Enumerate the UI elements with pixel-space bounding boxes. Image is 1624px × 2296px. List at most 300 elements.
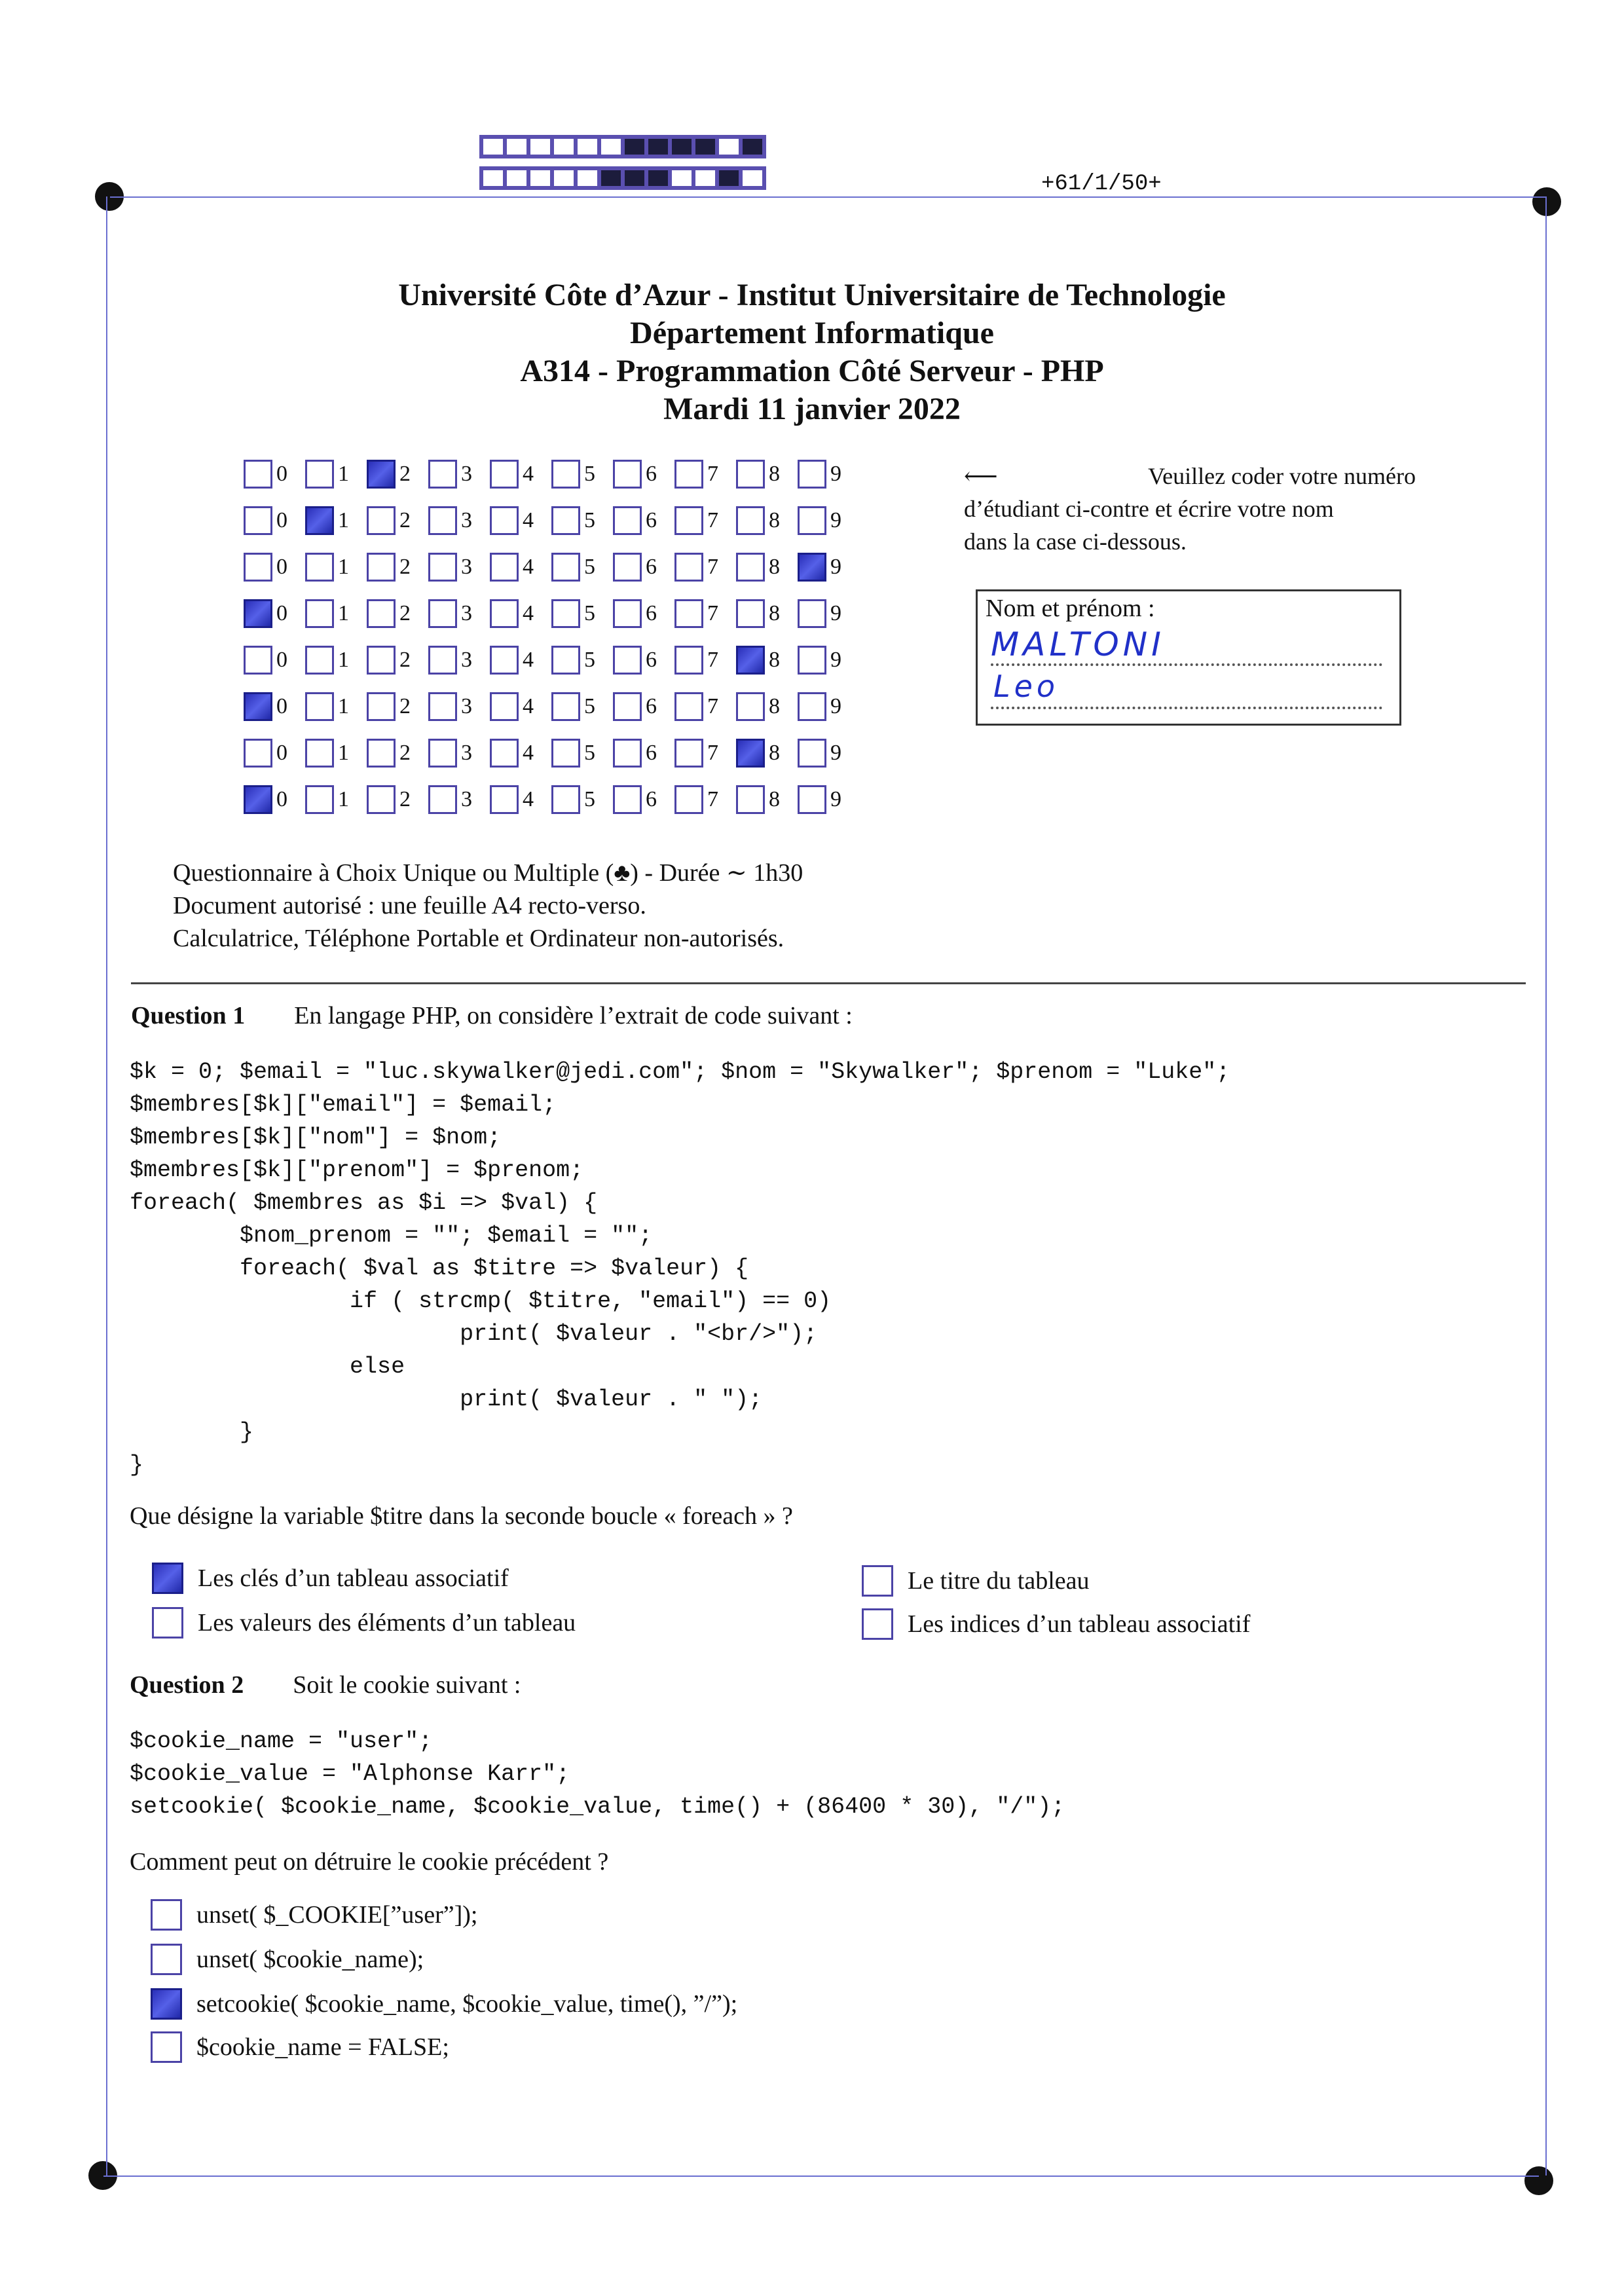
id-digit-label: 3: [461, 694, 472, 718]
id-digit-checkbox[interactable]: [367, 553, 396, 582]
id-digit-label: 9: [830, 462, 841, 486]
id-digit-checkbox[interactable]: [428, 646, 457, 675]
id-digit-label: 0: [276, 462, 287, 486]
id-digit-checkbox[interactable]: [428, 739, 457, 768]
id-digit-checkbox[interactable]: [244, 553, 272, 582]
header-date: Mardi 11 janvier 2022: [663, 392, 961, 426]
id-digit-cell[interactable]: [244, 785, 305, 814]
q2-option-1-checkbox[interactable]: [151, 1899, 182, 1931]
id-digit-label: 6: [646, 648, 657, 672]
id-digit-label: 1: [338, 787, 349, 811]
id-digit-checkbox[interactable]: [798, 506, 826, 535]
id-digit-checkbox[interactable]: [305, 692, 334, 721]
q2-option-2-label: unset( $cookie_name);: [196, 1946, 424, 1973]
id-digit-checkbox[interactable]: [613, 460, 642, 489]
id-digit-checkbox[interactable]: [428, 785, 457, 814]
id-digit-cell[interactable]: [490, 460, 551, 489]
id-digit-label: 5: [584, 787, 595, 811]
id-digit-checkbox[interactable]: [798, 553, 826, 582]
id-digit-cell[interactable]: [798, 785, 859, 814]
id-digit-checkbox[interactable]: [490, 553, 519, 582]
id-digit-label: 8: [769, 462, 780, 486]
id-digit-cell[interactable]: [798, 553, 859, 582]
id-digit-label: 8: [769, 741, 780, 765]
id-digit-cell[interactable]: [551, 599, 613, 628]
id-digit-cell[interactable]: [674, 739, 736, 768]
id-digit-checkbox[interactable]: [367, 460, 396, 489]
id-digit-cell[interactable]: [736, 553, 798, 582]
q1-option-2-checkbox[interactable]: [862, 1565, 893, 1597]
id-digit-checkbox[interactable]: [736, 739, 765, 768]
id-digit-label: 3: [461, 555, 472, 579]
id-digit-checkbox[interactable]: [674, 553, 703, 582]
id-digit-cell[interactable]: [244, 599, 305, 628]
id-digit-cell[interactable]: [367, 553, 428, 582]
id-digit-label: 5: [584, 508, 595, 532]
id-digit-checkbox[interactable]: [551, 553, 580, 582]
id-digit-checkbox[interactable]: [490, 692, 519, 721]
id-digit-label: 7: [707, 462, 718, 486]
id-digit-cell[interactable]: [798, 506, 859, 535]
id-digit-cell[interactable]: [367, 460, 428, 489]
id-digit-cell[interactable]: [428, 506, 490, 535]
q1-option-1-label: Les clés d’un tableau associatif: [198, 1565, 509, 1592]
barcode-cell: [693, 137, 717, 157]
frame-bottom-line: [103, 2176, 1539, 2177]
id-digit-cell[interactable]: [736, 599, 798, 628]
header-institution: Université Côte d’Azur - Institut Universitaire de Technologie: [398, 278, 1226, 312]
id-digit-checkbox[interactable]: [798, 460, 826, 489]
id-digit-checkbox[interactable]: [305, 739, 334, 768]
q1-option-4[interactable]: [862, 1608, 1250, 1640]
id-digit-checkbox[interactable]: [305, 785, 334, 814]
id-digit-cell[interactable]: [428, 785, 490, 814]
id-digit-label: 6: [646, 508, 657, 532]
id-digit-cell[interactable]: [367, 692, 428, 721]
id-digit-label: 3: [461, 508, 472, 532]
id-digit-label: 1: [338, 648, 349, 672]
id-digit-label: 4: [523, 508, 534, 532]
id-digit-checkbox[interactable]: [798, 646, 826, 675]
id-digit-checkbox[interactable]: [244, 460, 272, 489]
id-digit-label: 6: [646, 462, 657, 486]
id-digit-label: 4: [523, 648, 534, 672]
barcode-cell: [528, 168, 552, 188]
id-digit-label: 1: [338, 555, 349, 579]
id-digit-label: 1: [338, 601, 349, 625]
id-digit-cell[interactable]: [551, 646, 613, 675]
barcode-cell: [528, 137, 552, 157]
name-box-label: Nom et prénom :: [986, 595, 1155, 622]
id-digit-label: 9: [830, 648, 841, 672]
question-2-header: [130, 1669, 521, 1701]
id-digit-label: 8: [769, 601, 780, 625]
barcode-cell: [552, 168, 576, 188]
barcode-cell: [576, 137, 599, 157]
id-digit-checkbox[interactable]: [244, 646, 272, 675]
q2-option-4[interactable]: [151, 2031, 449, 2063]
id-digit-checkbox[interactable]: [551, 739, 580, 768]
id-digit-cell[interactable]: [613, 739, 674, 768]
barcode-cell: [717, 168, 741, 188]
id-digit-label: 4: [523, 741, 534, 765]
id-digit-label: 7: [707, 694, 718, 718]
id-digit-label: 0: [276, 508, 287, 532]
id-digit-cell[interactable]: [551, 739, 613, 768]
id-digit-label: 9: [830, 601, 841, 625]
id-digit-cell[interactable]: [244, 692, 305, 721]
id-digit-label: 7: [707, 741, 718, 765]
id-digit-cell[interactable]: [551, 785, 613, 814]
id-digit-cell[interactable]: [244, 553, 305, 582]
barcode-cell: [741, 137, 764, 157]
id-digit-checkbox[interactable]: [305, 553, 334, 582]
barcode-cell: [646, 137, 670, 157]
question-1-code: $k = 0; $email = "luc.skywalker@jedi.com"; $nom = "Skywalker"; $prenom = "Luke"; $membres[$k]["email"] = $email; $membres[$k]["nom"] = $nom; $membres[$k]["prenom"] = $prenom; foreach( $membres as $i => $val) { $nom_prenom = ""; $email = ""; foreach( $val as $titre => $valeur) { if ( strcmp( $titre, "email") == 0) print( $valeur . "<br/>"); else print( $valeur . " "); } }: [130, 1059, 1230, 1478]
barcode-cell: [552, 137, 576, 157]
barcode-cell: [481, 137, 505, 157]
id-digit-label: 2: [399, 741, 411, 765]
q2-option-1[interactable]: [151, 1899, 477, 1931]
id-digit-checkbox[interactable]: [367, 739, 396, 768]
id-digit-checkbox[interactable]: [798, 739, 826, 768]
id-digit-checkbox[interactable]: [490, 460, 519, 489]
id-digit-label: 5: [584, 601, 595, 625]
id-digit-cell[interactable]: [305, 599, 367, 628]
id-digit-checkbox[interactable]: [244, 506, 272, 535]
id-digit-checkbox[interactable]: [613, 599, 642, 628]
id-digit-checkbox[interactable]: [428, 460, 457, 489]
id-digit-cell[interactable]: [490, 692, 551, 721]
id-grid-row: [244, 690, 859, 724]
q1-option-3-label: Les valeurs des éléments d’un tableau: [198, 1609, 576, 1637]
id-digit-cell[interactable]: [798, 739, 859, 768]
id-digit-label: 5: [584, 741, 595, 765]
id-digit-checkbox[interactable]: [367, 599, 396, 628]
id-digit-cell[interactable]: [367, 785, 428, 814]
id-digit-checkbox[interactable]: [367, 785, 396, 814]
id-digit-cell[interactable]: [674, 785, 736, 814]
id-digit-label: 2: [399, 648, 411, 672]
id-digit-cell[interactable]: [613, 553, 674, 582]
barcode-cell: [505, 137, 528, 157]
id-digit-label: 7: [707, 648, 718, 672]
id-digit-checkbox[interactable]: [674, 506, 703, 535]
id-digit-label: 2: [399, 508, 411, 532]
id-digit-cell[interactable]: [551, 506, 613, 535]
id-digit-label: 3: [461, 601, 472, 625]
id-digit-checkbox[interactable]: [613, 646, 642, 675]
id-digit-cell[interactable]: [674, 460, 736, 489]
id-digit-checkbox[interactable]: [244, 739, 272, 768]
id-digit-cell[interactable]: [244, 506, 305, 535]
id-digit-cell[interactable]: [428, 692, 490, 721]
id-digit-cell[interactable]: [674, 599, 736, 628]
q2-option-1-label: unset( $_COOKIE[”user”]);: [196, 1901, 478, 1929]
section-separator: [131, 982, 1526, 984]
id-digit-cell[interactable]: [428, 646, 490, 675]
id-digit-checkbox[interactable]: [305, 506, 334, 535]
id-digit-checkbox[interactable]: [367, 692, 396, 721]
id-digit-checkbox[interactable]: [428, 692, 457, 721]
question-2-prompt: Comment peut on détruire le cookie précédent ?: [130, 1848, 609, 1876]
id-digit-checkbox[interactable]: [244, 692, 272, 721]
q2-option-3-checkbox[interactable]: [151, 1988, 182, 2020]
barcode-top: [479, 135, 766, 158]
id-digit-label: 7: [707, 508, 718, 532]
id-instructions: [964, 460, 1416, 558]
q2-option-2[interactable]: [151, 1944, 424, 1975]
id-digit-label: 7: [707, 601, 718, 625]
id-digit-label: 9: [830, 694, 841, 718]
id-digit-checkbox[interactable]: [428, 599, 457, 628]
id-digit-cell[interactable]: [674, 692, 736, 721]
id-digit-cell[interactable]: [490, 785, 551, 814]
barcode-cell: [693, 168, 717, 188]
id-digit-checkbox[interactable]: [551, 506, 580, 535]
id-digit-cell[interactable]: [490, 506, 551, 535]
id-digit-checkbox[interactable]: [551, 599, 580, 628]
id-digit-checkbox[interactable]: [736, 692, 765, 721]
id-digit-cell[interactable]: [305, 692, 367, 721]
id-digit-cell[interactable]: [798, 599, 859, 628]
header-department: Département Informatique: [630, 316, 994, 350]
id-digit-checkbox[interactable]: [736, 460, 765, 489]
id-digit-checkbox[interactable]: [305, 460, 334, 489]
id-grid-row: [244, 457, 859, 491]
id-digit-cell[interactable]: [367, 739, 428, 768]
id-digit-cell[interactable]: [798, 646, 859, 675]
id-digit-cell[interactable]: [305, 460, 367, 489]
id-digit-cell[interactable]: [674, 506, 736, 535]
barcode-cell: [576, 168, 599, 188]
question-2-code: $cookie_name = "user"; $cookie_value = "Alphonse Karr"; setcookie( $cookie_name, $cookie_value, time() + (86400 * 30), "/");: [130, 1728, 1065, 1820]
id-digit-checkbox[interactable]: [244, 785, 272, 814]
id-grid-row: [244, 783, 859, 817]
id-digit-checkbox[interactable]: [798, 599, 826, 628]
id-digit-cell[interactable]: [551, 692, 613, 721]
id-digit-checkbox[interactable]: [674, 460, 703, 489]
id-digit-checkbox[interactable]: [490, 646, 519, 675]
question-1-header: [131, 999, 853, 1032]
id-digit-checkbox[interactable]: [613, 506, 642, 535]
id-grid-row: [244, 597, 859, 631]
q1-option-1[interactable]: [152, 1563, 509, 1594]
page-code: +61/1/50+: [1041, 172, 1162, 196]
id-digit-label: 3: [461, 741, 472, 765]
barcode-cell: [599, 137, 623, 157]
id-digit-cell[interactable]: [798, 692, 859, 721]
id-digit-label: 1: [338, 508, 349, 532]
exam-info-line-2: Document autorisé : une feuille A4 recto-verso.: [173, 892, 646, 919]
id-digit-label: 8: [769, 694, 780, 718]
id-digit-cell[interactable]: [428, 599, 490, 628]
id-digit-checkbox[interactable]: [736, 553, 765, 582]
firstname-dotted-line: [991, 707, 1382, 709]
id-digit-cell[interactable]: [305, 739, 367, 768]
id-digit-checkbox[interactable]: [305, 599, 334, 628]
id-digit-checkbox[interactable]: [736, 785, 765, 814]
id-digit-checkbox[interactable]: [490, 506, 519, 535]
id-digit-cell[interactable]: [244, 460, 305, 489]
id-digit-checkbox[interactable]: [551, 646, 580, 675]
id-digit-checkbox[interactable]: [613, 785, 642, 814]
instructions-line-3: dans la case ci-dessous.: [964, 528, 1187, 555]
id-digit-cell[interactable]: [490, 739, 551, 768]
q1-option-4-checkbox[interactable]: [862, 1608, 893, 1640]
barcode-cell: [599, 168, 623, 188]
id-digit-label: 0: [276, 555, 287, 579]
id-digit-label: 8: [769, 648, 780, 672]
id-digit-cell[interactable]: [613, 460, 674, 489]
id-digit-label: 8: [769, 508, 780, 532]
id-digit-cell[interactable]: [674, 553, 736, 582]
id-digit-cell[interactable]: [428, 460, 490, 489]
q1-option-3-checkbox[interactable]: [152, 1607, 183, 1639]
id-digit-checkbox[interactable]: [613, 692, 642, 721]
id-digit-label: 5: [584, 462, 595, 486]
id-digit-label: 3: [461, 648, 472, 672]
id-digit-cell[interactable]: [798, 460, 859, 489]
id-digit-label: 3: [461, 787, 472, 811]
id-digit-label: 2: [399, 601, 411, 625]
barcode-bottom: [479, 166, 766, 190]
id-digit-cell[interactable]: [305, 646, 367, 675]
q1-option-2[interactable]: [862, 1565, 1090, 1597]
id-digit-label: 2: [399, 462, 411, 486]
id-digit-cell[interactable]: [367, 506, 428, 535]
id-digit-cell[interactable]: [305, 553, 367, 582]
id-digit-cell[interactable]: [305, 785, 367, 814]
id-digit-checkbox[interactable]: [490, 739, 519, 768]
id-digit-cell[interactable]: [305, 506, 367, 535]
id-digit-cell[interactable]: [367, 646, 428, 675]
barcode-cell: [623, 168, 646, 188]
id-digit-cell[interactable]: [244, 646, 305, 675]
id-digit-label: 2: [399, 787, 411, 811]
id-digit-checkbox[interactable]: [674, 785, 703, 814]
id-digit-checkbox[interactable]: [674, 692, 703, 721]
id-digit-label: 0: [276, 694, 287, 718]
id-digit-cell[interactable]: [551, 553, 613, 582]
id-digit-cell[interactable]: [367, 599, 428, 628]
barcode-cell: [670, 168, 693, 188]
id-digit-checkbox[interactable]: [736, 599, 765, 628]
id-digit-cell[interactable]: [428, 553, 490, 582]
id-grid-row: [244, 736, 859, 770]
id-digit-cell[interactable]: [736, 460, 798, 489]
id-digit-checkbox[interactable]: [674, 739, 703, 768]
id-digit-label: 5: [584, 555, 595, 579]
id-grid-row: [244, 550, 859, 584]
id-digit-cell[interactable]: [674, 646, 736, 675]
barcode-cell: [670, 137, 693, 157]
id-digit-label: 9: [830, 555, 841, 579]
id-digit-cell[interactable]: [736, 692, 798, 721]
q2-option-3[interactable]: [151, 1988, 737, 2020]
q1-option-3[interactable]: [152, 1607, 576, 1639]
id-digit-checkbox[interactable]: [428, 553, 457, 582]
id-digit-cell[interactable]: [613, 506, 674, 535]
id-digit-cell[interactable]: [428, 739, 490, 768]
id-digit-cell[interactable]: [613, 646, 674, 675]
id-digit-cell[interactable]: [736, 646, 798, 675]
handwritten-firstname: Leo: [993, 669, 1060, 704]
id-digit-checkbox[interactable]: [551, 460, 580, 489]
id-digit-label: 9: [830, 787, 841, 811]
id-digit-label: 1: [338, 741, 349, 765]
id-digit-checkbox[interactable]: [613, 739, 642, 768]
id-digit-cell[interactable]: [551, 460, 613, 489]
question-1-label: Question 1: [131, 1002, 246, 1029]
id-digit-checkbox[interactable]: [367, 506, 396, 535]
id-digit-label: 0: [276, 741, 287, 765]
id-digit-checkbox[interactable]: [490, 785, 519, 814]
id-digit-checkbox[interactable]: [244, 599, 272, 628]
id-digit-cell[interactable]: [244, 739, 305, 768]
id-digit-label: 9: [830, 508, 841, 532]
id-digit-checkbox[interactable]: [551, 692, 580, 721]
handwritten-surname: MALTONI: [991, 625, 1165, 663]
id-digit-label: 8: [769, 787, 780, 811]
instructions-line-1: Veuillez coder votre numéro: [1148, 463, 1416, 489]
id-digit-checkbox[interactable]: [674, 599, 703, 628]
question-2-label: Question 2: [130, 1671, 244, 1699]
id-digit-checkbox[interactable]: [798, 692, 826, 721]
id-digit-label: 5: [584, 648, 595, 672]
id-digit-cell[interactable]: [736, 506, 798, 535]
id-digit-label: 9: [830, 741, 841, 765]
id-digit-checkbox[interactable]: [736, 506, 765, 535]
barcode-cell: [623, 137, 646, 157]
id-digit-checkbox[interactable]: [551, 785, 580, 814]
exam-info-line-1: Questionnaire à Choix Unique ou Multiple (♣) - Durée ∼ 1h30: [173, 859, 803, 887]
name-box[interactable]: [976, 589, 1401, 726]
id-digit-label: 6: [646, 741, 657, 765]
id-digit-cell[interactable]: [490, 553, 551, 582]
id-digit-checkbox[interactable]: [736, 646, 765, 675]
id-digit-cell[interactable]: [736, 739, 798, 768]
id-digit-checkbox[interactable]: [490, 599, 519, 628]
id-digit-cell[interactable]: [613, 692, 674, 721]
id-grid-row: [244, 504, 859, 538]
id-digit-checkbox[interactable]: [428, 506, 457, 535]
id-digit-cell[interactable]: [490, 646, 551, 675]
id-digit-cell[interactable]: [490, 599, 551, 628]
q2-option-4-checkbox[interactable]: [151, 2031, 182, 2063]
id-digit-cell[interactable]: [613, 785, 674, 814]
id-digit-checkbox[interactable]: [798, 785, 826, 814]
id-digit-cell[interactable]: [736, 785, 798, 814]
barcode-cell: [717, 137, 741, 157]
instructions-line-2: d’étudiant ci-contre et écrire votre nom: [964, 496, 1334, 522]
id-digit-label: 3: [461, 462, 472, 486]
question-1-intro: En langage PHP, on considère l’extrait de code suivant :: [294, 1002, 853, 1029]
id-digit-cell[interactable]: [613, 599, 674, 628]
id-digit-checkbox[interactable]: [613, 553, 642, 582]
q1-option-2-label: Le titre du tableau: [908, 1567, 1090, 1595]
q1-option-1-checkbox[interactable]: [152, 1563, 183, 1594]
id-digit-checkbox[interactable]: [367, 646, 396, 675]
id-digit-label: 7: [707, 787, 718, 811]
barcode-cell: [646, 168, 670, 188]
header-course: A314 - Programmation Côté Serveur - PHP: [520, 354, 1104, 388]
id-digit-checkbox[interactable]: [674, 646, 703, 675]
barcode-cell: [505, 168, 528, 188]
id-digit-label: 0: [276, 601, 287, 625]
q2-option-2-checkbox[interactable]: [151, 1944, 182, 1975]
id-digit-checkbox[interactable]: [305, 646, 334, 675]
